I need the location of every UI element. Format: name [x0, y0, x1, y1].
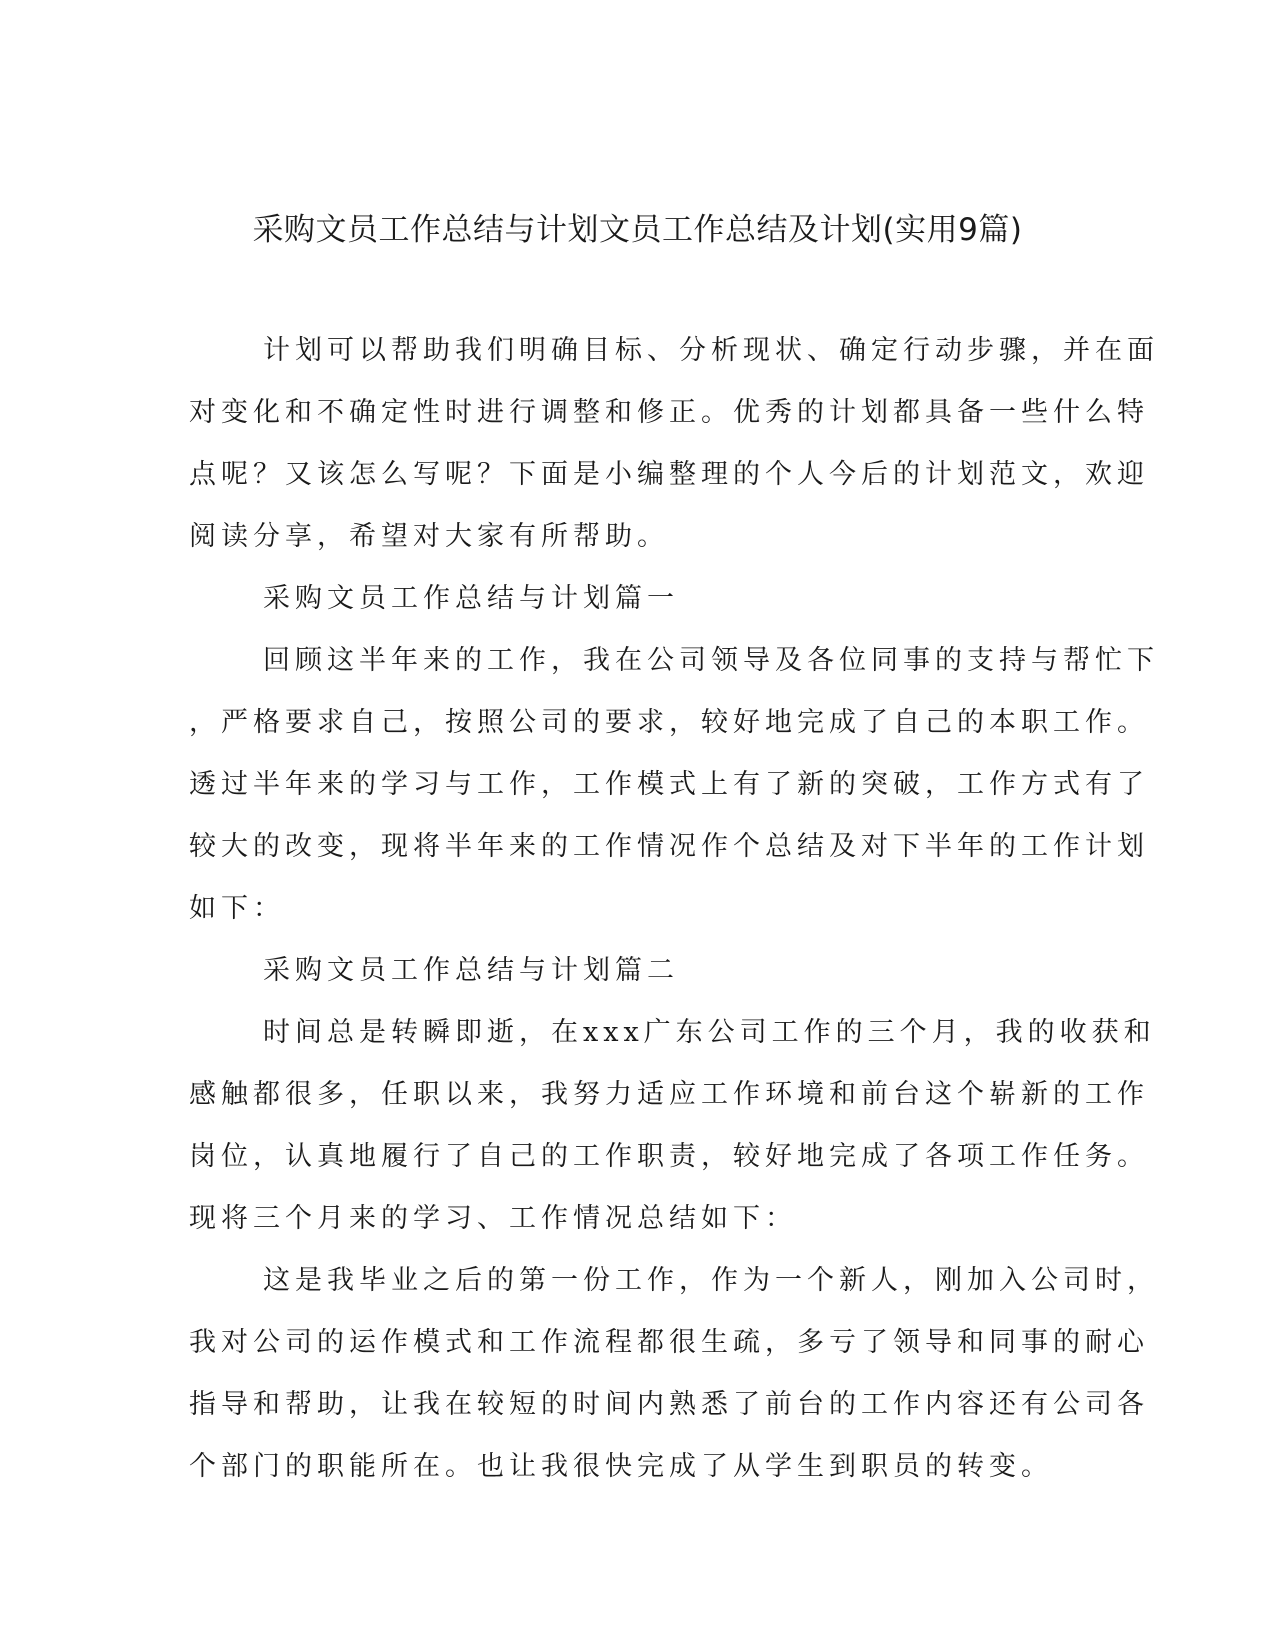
text-line: 对变化和不确定性时进行调整和修正。优秀的计划都具备一些什么特	[189, 397, 1149, 428]
text-line: 这是我毕业之后的第一份工作，作为一个新人，刚加入公司时，	[263, 1265, 1159, 1296]
text-line: 指导和帮助，让我在较短的时间内熟悉了前台的工作内容还有公司各	[189, 1389, 1149, 1420]
section-heading-1	[189, 568, 1089, 630]
paragraph-section-2-cont	[189, 1250, 1159, 1498]
text-line: 阅读分享，希望对大家有所帮助。	[189, 521, 669, 552]
text-line: 透过半年来的学习与工作，工作模式上有了新的突破，工作方式有了	[189, 769, 1149, 800]
paragraph-intro	[189, 320, 1159, 568]
text-line: 如下：	[189, 893, 285, 924]
paragraph-section-1	[189, 630, 1159, 940]
text-line: ，严格要求自己，按照公司的要求，较好地完成了自己的本职工作。	[189, 707, 1149, 738]
text-line: 较大的改变，现将半年来的工作情况作个总结及对下半年的工作计划	[189, 831, 1149, 862]
section-heading-2	[189, 940, 1089, 1002]
document-body	[189, 320, 1159, 1498]
text-line: 现将三个月来的学习、工作情况总结如下：	[189, 1203, 797, 1234]
text-line: 时间总是转瞬即逝，在xxx广东公司工作的三个月，我的收获和	[263, 1017, 1156, 1048]
text-line: 我对公司的运作模式和工作流程都很生疏，多亏了领导和同事的耐心	[189, 1327, 1149, 1358]
text-line: 回顾这半年来的工作，我在公司领导及各位同事的支持与帮忙下	[263, 645, 1159, 676]
text-line: 个部门的职能所在。也让我很快完成了从学生到职员的转变。	[189, 1451, 1053, 1482]
text-line: 感触都很多，任职以来，我努力适应工作环境和前台这个崭新的工作	[189, 1079, 1149, 1110]
paragraph-section-2	[189, 1002, 1156, 1250]
text-line: 计划可以帮助我们明确目标、分析现状、确定行动步骤，并在面	[263, 335, 1159, 366]
text-line: 点呢？又该怎么写呢？下面是小编整理的个人今后的计划范文，欢迎	[189, 459, 1149, 490]
document-title: 采购文员工作总结与计划文员工作总结及计划(实用9篇)	[252, 212, 1023, 248]
text-line: 采购文员工作总结与计划篇二	[263, 955, 679, 986]
text-line: 采购文员工作总结与计划篇一	[263, 583, 679, 614]
text-line: 岗位，认真地履行了自己的工作职责，较好地完成了各项工作任务。	[189, 1141, 1149, 1172]
